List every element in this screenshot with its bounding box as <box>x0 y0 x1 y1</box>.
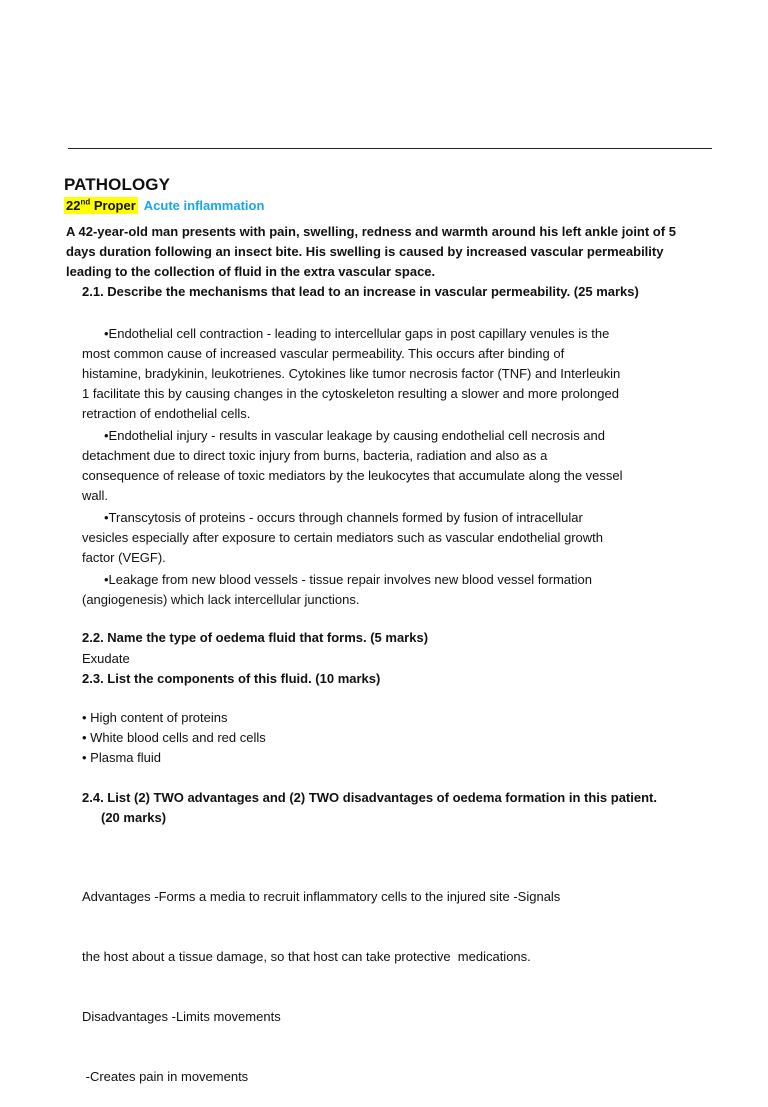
intro-line: days duration following an insect bite. His swelling is caused by increased vascular permeability <box>66 244 664 259</box>
mechanism-line: detachment due to direct toxic injury from burns, bacteria, radiation and also as a <box>82 448 548 463</box>
question-2-4: 2.4. List (2) TWO advantages and (2) TWO disadvantages of oedema formation in this patient. <box>82 790 657 805</box>
mechanism-line: 1 facilitate this by causing changes in the cytoskeleton resulting a slower and more prolonged <box>82 386 619 401</box>
exam-word: Proper <box>93 198 136 214</box>
mechanism-line: consequence of release of toxic mediators by the leukocytes that accumulate along the vessel <box>82 468 623 483</box>
page-title: PATHOLOGY <box>64 175 171 194</box>
list-item: • White blood cells and red cells <box>82 730 266 745</box>
list-item: • Plasma fluid <box>82 750 161 765</box>
exam-number-suffix: nd <box>80 198 91 207</box>
mechanism-item <box>82 570 682 610</box>
answer-line: -Creates pain in movements <box>82 1069 249 1084</box>
answer-2-2: Exudate <box>82 651 130 666</box>
mechanism-line: vesicles especially after exposure to certain mediators such as vascular endothelial growth <box>82 530 603 545</box>
mechanism-line: wall. <box>82 488 109 503</box>
answer-line: Disadvantages -Limits movements <box>82 1009 281 1024</box>
answer-2-4 <box>82 847 682 1107</box>
mechanism-line: (angiogenesis) which lack intercellular junctions. <box>82 592 360 607</box>
intro-line: A 42-year-old man presents with pain, swelling, redness and warmth around his left ankle joint of 5 <box>66 224 676 239</box>
list-item: • High content of proteins <box>82 710 228 725</box>
question-2-2: 2.2. Name the type of oedema fluid that forms. (5 marks) <box>82 630 429 645</box>
mechanism-item <box>82 324 682 424</box>
mechanism-first-line: •Endothelial cell contraction - leading to intercellular gaps in post capillary venules is the <box>104 326 610 341</box>
mechanism-line: histamine, bradykinin, leukotrienes. Cytokines like tumor necrosis factor (TNF) and Interleukin <box>82 366 621 381</box>
mechanism-item <box>82 508 682 568</box>
case-intro <box>66 222 716 282</box>
mechanism-first-line: •Transcytosis of proteins - occurs through channels formed by fusion of intracellular <box>104 510 583 525</box>
mechanism-first-line: •Endothelial injury - results in vascular leakage by causing endothelial cell necrosis and <box>104 428 605 443</box>
mechanism-line: retraction of endothelial cells. <box>82 406 251 421</box>
mechanism-item <box>82 426 682 506</box>
question-2-3: 2.3. List the components of this fluid. (10 marks) <box>82 671 381 686</box>
topic-label: Acute inflammation <box>143 198 265 214</box>
question-2-4-marks: (20 marks) <box>101 810 167 825</box>
question-2-1: 2.1. Describe the mechanisms that lead to an increase in vascular permeability. (25 marks) <box>82 284 639 299</box>
exam-subheading <box>64 198 264 213</box>
answer-line: the host about a tissue damage, so that host can take protective medications. <box>82 949 531 964</box>
mechanism-line: most common cause of increased vascular permeability. This occurs after binding of <box>82 346 565 361</box>
mechanism-line: factor (VEGF). <box>82 550 166 565</box>
top-rule <box>68 148 712 149</box>
intro-line: leading to the collection of fluid in the extra vascular space. <box>66 264 436 279</box>
exam-number: 22 <box>66 198 81 214</box>
answer-line: Advantages -Forms a media to recruit inflammatory cells to the injured site -Signals <box>82 889 561 904</box>
exam-highlight <box>64 197 138 214</box>
mechanism-first-line: •Leakage from new blood vessels - tissue repair involves new blood vessel formation <box>104 572 592 587</box>
components-list <box>82 708 266 768</box>
